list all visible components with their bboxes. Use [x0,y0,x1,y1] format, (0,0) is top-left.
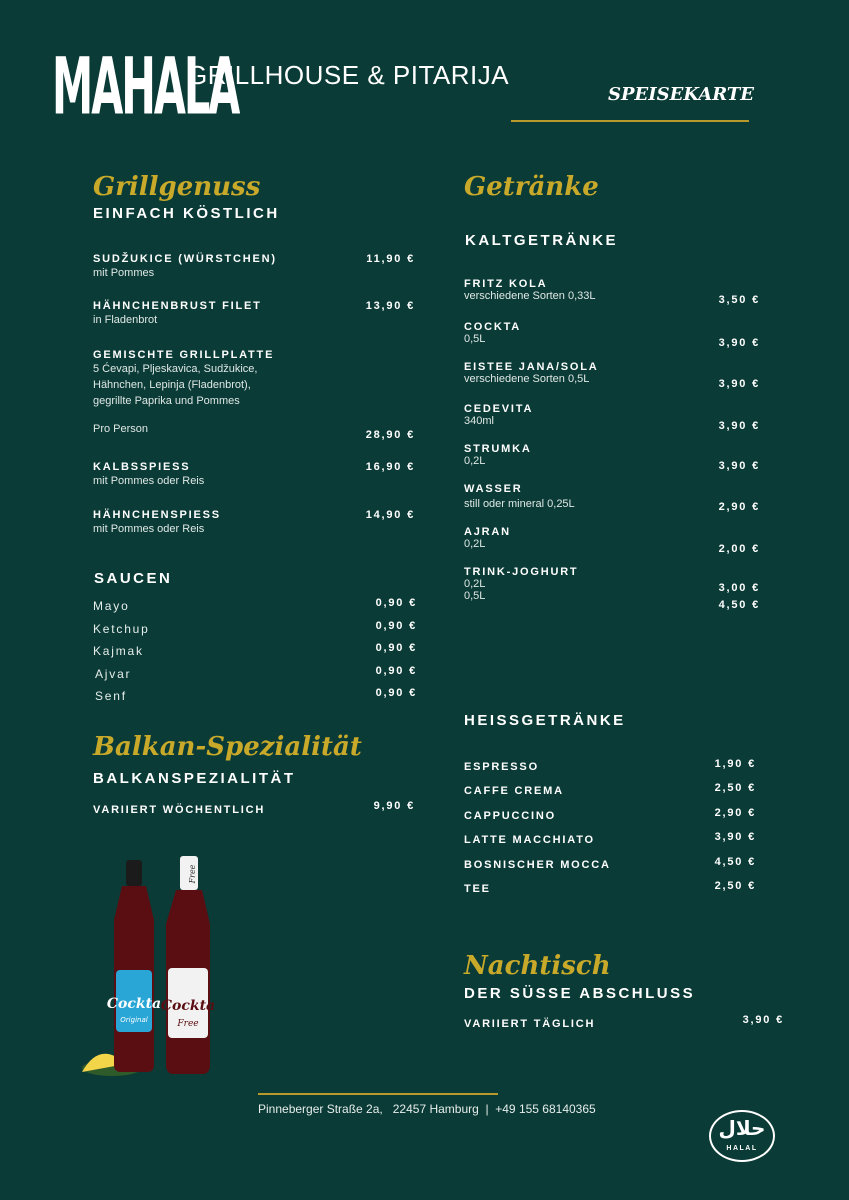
sauce-price: 0,90 € [375,664,417,677]
sauce-name: Kajmak [93,644,144,658]
sauce-price: 0,90 € [375,597,417,609]
item-name: SUDŽUKICE (WÜRSTCHEN) [93,253,277,265]
drink-desc: 0,2L [464,538,486,550]
item-price: 14,90 € [365,509,415,521]
bottle-variant-label: Free [177,1019,199,1029]
drink-name: WASSER [464,483,523,495]
drink-item [464,443,760,472]
drink-price: 2,90 € [718,501,760,513]
balkan-subheading: BALKANSPEZIALITÄT [93,770,296,787]
drink-item [464,566,760,611]
grill-item [93,509,415,537]
list-item [464,830,756,854]
item-price: 16,90 € [365,461,415,473]
halal-badge [709,1110,775,1162]
item-name: VARIIERT TÄGLICH [464,1018,596,1030]
bottle-brand-label: Cockta [160,998,216,1014]
drinks-heading: Getränke [464,172,599,202]
cockta-bottles-image [70,850,230,1080]
list-item [464,781,756,805]
item-price: 11,90 € [366,253,415,265]
drink-price: 3,00 € [718,582,760,594]
grill-item [93,300,415,328]
menu-label: SPEISEKARTE [608,84,755,105]
drink-name: STRUMKA [464,443,532,455]
drink-item [464,403,760,432]
list-item [93,620,417,643]
item-desc: mit Pommes oder Reis [93,523,205,535]
drink-name: COCKTA [464,321,522,333]
header-divider [511,120,749,122]
grill-heading: Grillgenuss [93,172,261,202]
sauce-name: Senf [95,689,127,703]
item-price: 13,90 € [365,300,415,312]
item-price: 28,90 € [365,429,415,441]
item-desc: mit Pommes [93,267,155,279]
dessert-heading: Nachtisch [464,951,611,981]
sauce-price: 0,90 € [375,687,417,699]
item-desc: in Fladenbrot [93,314,158,326]
drink-price: 2,00 € [718,543,760,555]
drink-price: 3,90 € [714,831,756,844]
grill-item [93,461,415,489]
list-item [464,855,756,879]
drink-item [464,321,760,349]
item-desc-line: Hähnchen, Lepinja (Fladenbrot), [93,379,251,391]
item-name: GEMISCHTE GRILLPLATTE [93,349,275,361]
list-item [464,879,756,903]
item-name: KALBSSPIESS [93,461,191,473]
bottle-variant-label: Original [120,1016,148,1024]
drink-name: FRITZ KOLA [464,278,548,290]
dessert-item [464,1014,784,1032]
drink-price: 3,90 € [718,460,760,472]
grill-item [93,253,415,281]
drink-name: BOSNISCHER MOCCA [464,858,611,871]
drink-desc: 340ml [464,415,494,427]
mahala-logo: MAHALA [52,40,239,133]
drink-desc: verschiedene Sorten 0,5L [464,373,590,385]
drink-desc: verschiedene Sorten 0,33L [464,290,596,302]
halal-label: HALAL [726,1145,758,1152]
dessert-subheading: DER SÜSSE ABSCHLUSS [464,985,696,1002]
drink-item [464,361,760,390]
cold-drinks-heading: KALTGETRÄNKE [465,232,619,249]
list-item [93,665,417,688]
item-price: 3,90 € [742,1014,784,1026]
drink-price: 3,90 € [718,378,760,390]
footer-divider [258,1093,498,1095]
drink-price: 4,50 € [718,599,760,611]
drink-name: AJRAN [464,526,511,538]
drink-name: TRINK-JOGHURT [464,566,579,578]
drink-desc: 0,5L [464,590,486,602]
item-name: HÄHNCHENSPIESS [93,509,221,521]
drink-desc: 0,5L [464,333,486,345]
drink-price: 3,50 € [718,294,760,306]
restaurant-subtitle: GRILLHOUSE & PITARIJA [187,60,510,90]
item-name: HÄHNCHENBRUST FILET [93,300,262,312]
item-desc-line: gegrillte Paprika und Pommes [93,395,240,407]
drink-price: 2,50 € [714,879,756,892]
drink-name: CEDEVITA [464,403,534,415]
drink-name: ESPRESSO [464,761,539,773]
list-item [464,757,756,781]
drink-desc: 0,2L [464,455,486,467]
sauce-name: Mayo [93,599,130,613]
bottle-brand-label: Cockta [106,996,162,1012]
drink-name: CAPPUCCINO [464,809,556,822]
list-item [464,806,756,830]
sauce-list [93,597,417,710]
balkan-item [93,800,415,818]
drink-desc: still oder mineral 0,25L [464,498,575,510]
footer-address: Pinneberger Straße 2a, 22457 Hamburg | +49 155 68140365 [258,1102,596,1116]
list-item [93,642,417,665]
hot-drink-list [464,757,756,903]
grill-item [93,349,415,441]
drink-item [464,483,760,513]
sauce-name: Ajvar [95,666,132,681]
drink-desc: 0,2L [464,578,486,590]
drink-price: 2,50 € [714,782,756,795]
item-price: 9,90 € [373,800,415,812]
drink-price: 3,90 € [718,337,760,349]
drink-name: LATTE MACCHIATO [464,834,595,847]
hot-drinks-heading: HEISSGETRÄNKE [464,712,626,729]
drink-price: 4,50 € [714,855,756,868]
grill-subheading: EINFACH KÖSTLICH [93,205,280,222]
drink-item [464,526,760,555]
drink-name: TEE [464,882,491,895]
sauces-heading: SAUCEN [94,570,173,587]
bottle-neck-label: Free [188,864,197,884]
item-sub-label: Pro Person [93,423,149,435]
item-desc-line: 5 Ćevapi, Pljeskavica, Sudžukice, [93,363,258,375]
drink-price: 3,90 € [718,420,760,432]
drink-name: EISTEE JANA/SOLA [464,361,599,373]
balkan-heading: Balkan-Spezialität [93,732,362,762]
sauce-price: 0,90 € [375,619,417,632]
drink-price: 1,90 € [714,758,756,770]
drink-item [464,278,760,306]
halal-arabic-text: حلال [718,1118,766,1140]
list-item [93,597,417,620]
drink-price: 2,90 € [714,806,756,819]
list-item [93,687,417,710]
item-desc: mit Pommes oder Reis [93,475,205,487]
sauce-name: Ketchup [93,621,150,636]
drink-name: CAFFE CREMA [464,785,564,798]
item-name: VARIIERT WÖCHENTLICH [93,804,266,816]
sauce-price: 0,90 € [375,642,417,654]
